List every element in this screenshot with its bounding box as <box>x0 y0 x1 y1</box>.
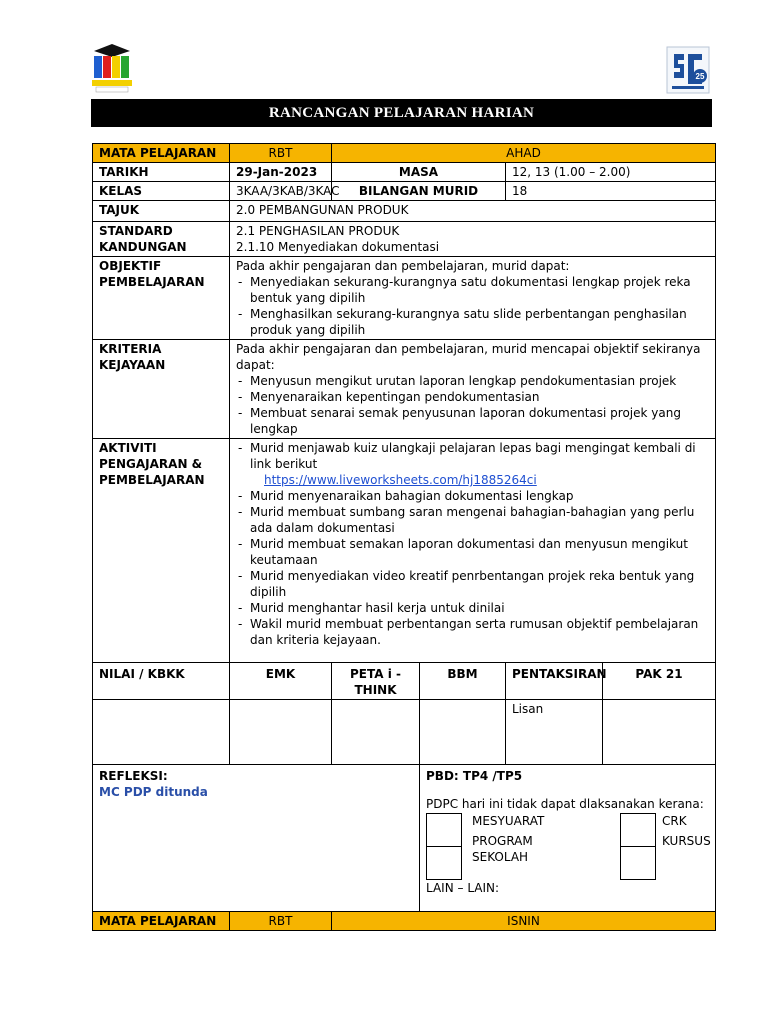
school-program-option: PROGRAM SEKOLAH <box>472 834 533 864</box>
crk-checkbox[interactable] <box>620 813 656 847</box>
criteria-item: - Menyusun mengikut urutan laporan lengkap pendokumentasian projek <box>236 373 709 389</box>
ministry-logo <box>666 46 710 94</box>
criteria-content <box>230 340 716 439</box>
standard-line-1: 2.1 PENGHASILAN PRODUK <box>236 224 400 238</box>
reflection-row <box>93 765 716 912</box>
day-value: ISNIN <box>332 912 716 931</box>
reflection-cell <box>93 765 420 912</box>
logo-number: 25 <box>695 72 705 81</box>
emk-label: EMK <box>230 663 332 700</box>
activity-content <box>230 439 716 663</box>
date-value: 29-Jan-2023 <box>230 163 332 182</box>
objective-label: OBJEKTIF PEMBELAJARAN <box>93 257 230 340</box>
activity-row <box>93 439 716 663</box>
subject-row-next <box>93 912 716 931</box>
values-header-row <box>93 663 716 700</box>
other-label: LAIN – LAIN: <box>426 881 500 895</box>
subject-value: RBT <box>230 912 332 931</box>
emk-cell <box>230 700 332 765</box>
topic-row <box>93 201 716 222</box>
objective-item: - Menyediakan sekurang-kurangnya satu dokumentasi lengkap projek reka bentuk yang dipilih <box>236 274 709 306</box>
crk-option: CRK <box>662 814 687 828</box>
assessment-label: PENTAKSIRAN <box>506 663 603 700</box>
course-checkbox[interactable] <box>620 847 656 880</box>
bbm-label: BBM <box>420 663 506 700</box>
objective-intro: Pada akhir pengajaran dan pembelajaran, murid dapat: <box>236 259 570 273</box>
activity-label: AKTIVITI PENGAJARAN & PEMBELAJARAN <box>93 439 230 663</box>
criteria-item: - Menyenaraikan kepentingan pendokumentasian <box>236 389 709 405</box>
class-value: 3KAA/3KAB/3KAC <box>230 182 332 201</box>
subject-label: MATA PELAJARAN <box>93 912 230 931</box>
activity-item: - Wakil murid membuat perbentangan serta rumusan objektif pembelajaran dan kriteria kejayaan. <box>236 616 709 648</box>
student-count-value: 18 <box>506 182 716 201</box>
assessment-value: Lisan <box>506 700 603 765</box>
activity-item-text: Murid menjawab kuiz ulangkaji pelajaran lepas bagi mengingat kembali di link berikut <box>250 441 696 471</box>
standard-line-2: 2.1.10 Menyediakan dokumentasi <box>236 240 440 254</box>
activity-item: - Murid membuat semakan laporan dokumentasi dan menyusun mengikut keutamaan <box>236 536 709 568</box>
school-logo <box>88 42 136 96</box>
thinking-map-label: PETA i - THINK <box>332 663 420 700</box>
bbm-cell <box>420 700 506 765</box>
pbd-cell <box>420 765 716 912</box>
topic-value: 2.0 PEMBANGUNAN PRODUK <box>230 201 716 222</box>
pbd-label: PBD: TP4 /TP5 <box>426 769 523 783</box>
page-title: RANCANGAN PELAJARAN HARIAN <box>91 99 712 127</box>
values-label: NILAI / KBKK <box>93 663 230 700</box>
objective-content <box>230 257 716 340</box>
activity-item: - Murid menyediakan video kreatif penrbentangan projek reka bentuk yang dipilih <box>236 568 709 600</box>
course-option: KURSUS <box>662 834 711 848</box>
time-label: MASA <box>332 163 506 182</box>
class-row <box>93 182 716 201</box>
standard-label: STANDARD KANDUNGAN <box>93 222 230 257</box>
standard-row <box>93 222 716 257</box>
criteria-label: KRITERIA KEJAYAAN <box>93 340 230 439</box>
topic-label: TAJUK <box>93 201 230 222</box>
day-value: AHAD <box>332 144 716 163</box>
meeting-option: MESYUARAT <box>472 814 545 828</box>
activity-item: - Murid menghantar hasil kerja untuk dinilai <box>236 600 709 616</box>
meeting-checkbox[interactable] <box>426 813 462 847</box>
worksheet-link[interactable]: https://www.liveworksheets.com/hj1885264ci <box>264 473 537 487</box>
date-row <box>93 163 716 182</box>
subject-value: RBT <box>230 144 332 163</box>
activity-item: - Murid membuat sumbang saran mengenai bahagian-bahagian yang perlu ada dalam dokumentasi <box>236 504 709 536</box>
activity-item: - Murid menyenaraikan bahagian dokumentasi lengkap <box>236 488 709 504</box>
criteria-item: - Membuat senarai semak penyusunan laporan dokumentasi projek yang lengkap <box>236 405 709 437</box>
pdpc-note: PDPC hari ini tidak dapat dlaksanakan kerana: <box>426 797 704 811</box>
values-content-row <box>93 700 716 765</box>
school-program-checkbox[interactable] <box>426 847 462 880</box>
objective-row <box>93 257 716 340</box>
objective-item: - Menghasilkan sekurang-kurangnya satu slide perbentangan penghasilan produk yang dipilih <box>236 306 709 338</box>
lesson-plan-table <box>92 143 716 931</box>
time-value: 12, 13 (1.00 – 2.00) <box>506 163 716 182</box>
thinking-map-cell <box>332 700 420 765</box>
reflection-value: MC PDP ditunda <box>99 785 208 799</box>
subject-row <box>93 144 716 163</box>
subject-label: MATA PELAJARAN <box>93 144 230 163</box>
class-label: KELAS <box>93 182 230 201</box>
pak21-label: PAK 21 <box>603 663 716 700</box>
date-label: TARIKH <box>93 163 230 182</box>
criteria-intro: Pada akhir pengajaran dan pembelajaran, murid mencapai objektif sekiranya dapat: <box>236 342 701 372</box>
standard-content <box>230 222 716 257</box>
activity-item <box>236 440 709 488</box>
values-cell <box>93 700 230 765</box>
reflection-label: REFLEKSI: <box>99 769 168 783</box>
criteria-row <box>93 340 716 439</box>
student-count-label: BILANGAN MURID <box>332 182 506 201</box>
pak21-cell <box>603 700 716 765</box>
